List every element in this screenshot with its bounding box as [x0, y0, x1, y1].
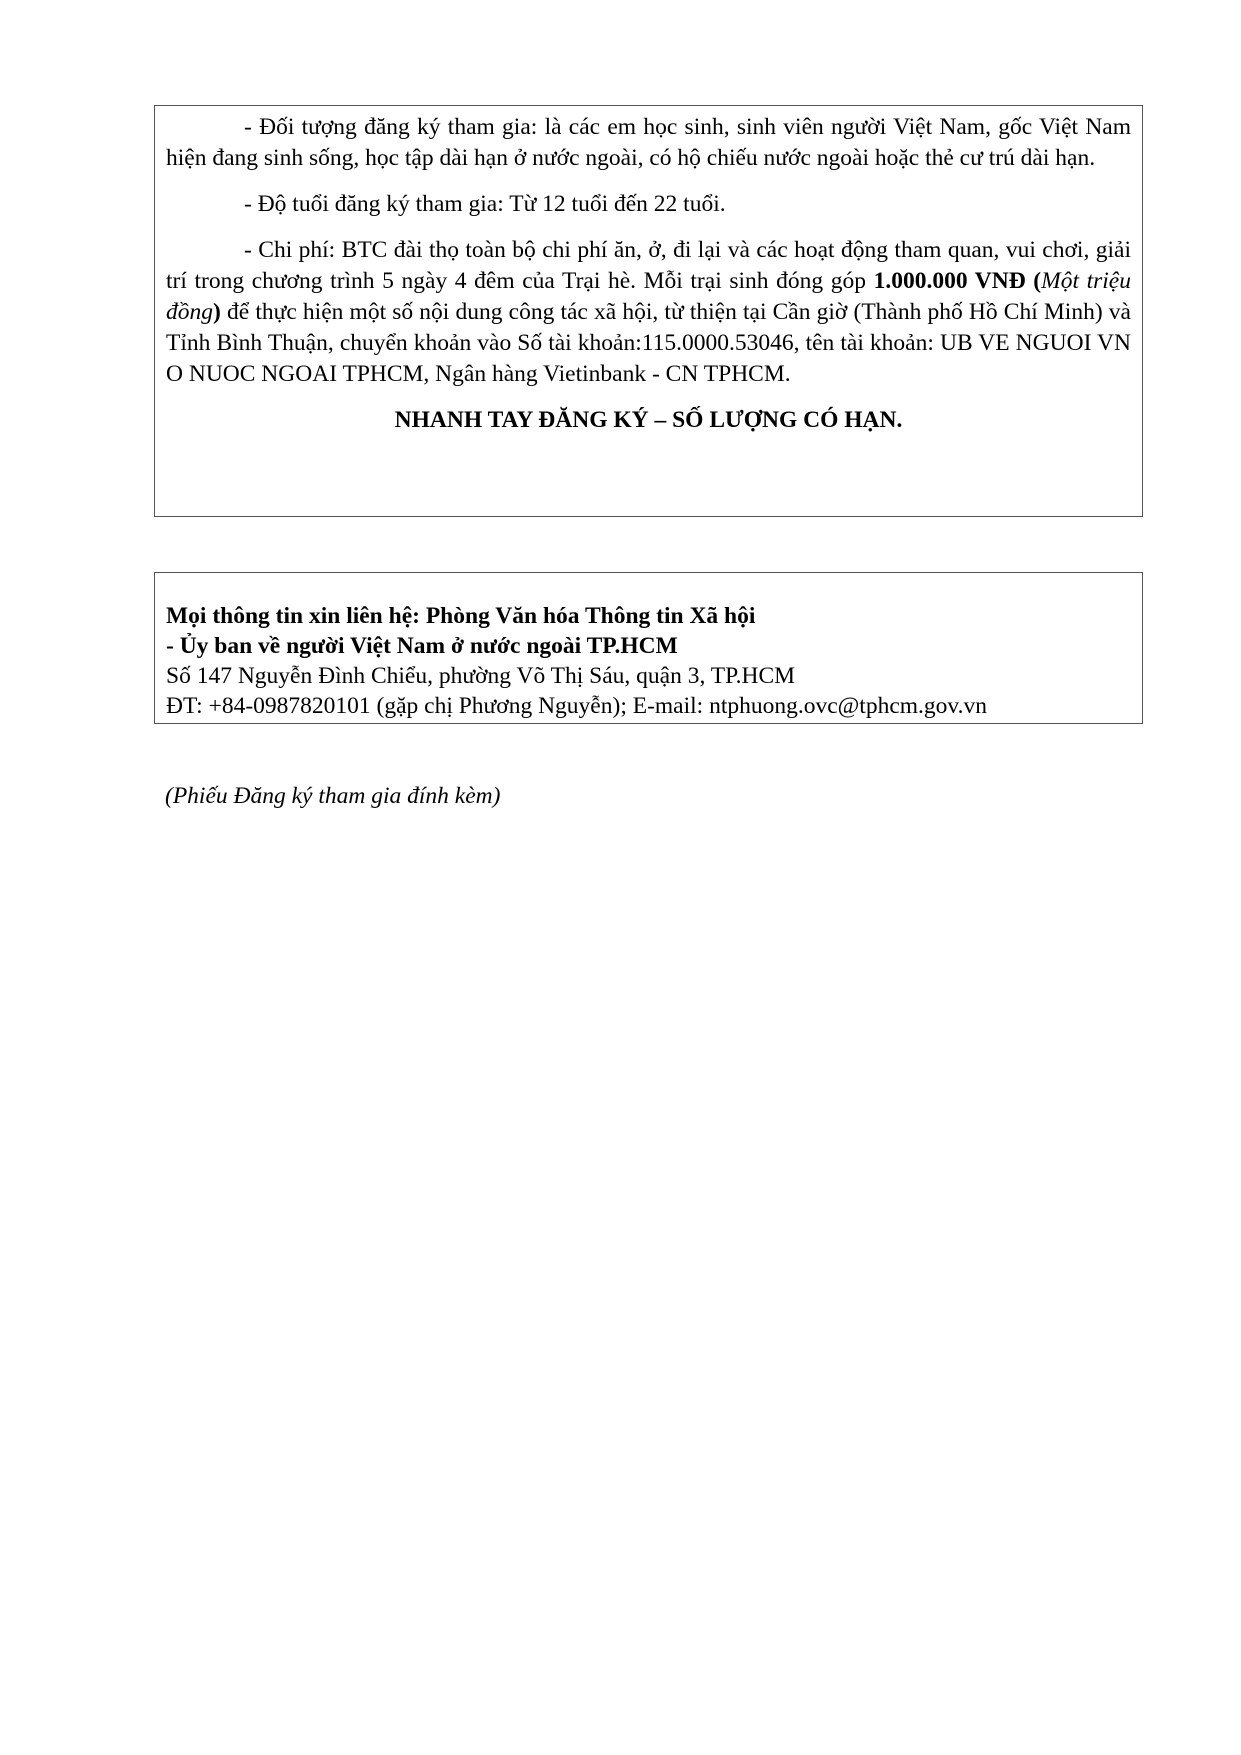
contact-address: Số 147 Nguyễn Đình Chiểu, phường Võ Thị Sáu, quận 3, TP.HCM — [166, 663, 796, 689]
age-paragraph: - Độ tuổi đăng ký tham gia: Từ 12 tuổi đến 22 tuổi. — [244, 191, 726, 217]
cost-rest: để thực hiện một số nội dung công tác xã hội, từ thiện tại Cần giờ (Thành phố Hồ Chí Minh) và Tỉnh Bình Thuận, chuyển khoản vào Số tài khoản:115.0000.53046, tên tài khoản: UB VE NGUOI VN O NUOC NGOAI TPHCM, Ngân hàng Vietinbank - CN TPHCM. — [166, 299, 1131, 387]
attachment-note: (Phiếu Đăng ký tham gia đính kèm) — [165, 783, 501, 809]
contact-organization: - Ủy ban về người Việt Nam ở nước ngoài TP.HCM — [166, 633, 678, 659]
cost-amount-words: Một triệu đồng — [166, 268, 1131, 325]
call-to-action: NHANH TAY ĐĂNG KÝ – SỐ LƯỢNG CÓ HẠN. — [394, 407, 903, 433]
contact-heading: Mọi thông tin xin liên hệ: Phòng Văn hóa Thông tin Xã hội — [166, 603, 756, 629]
cost-amount-close: ) — [213, 299, 221, 325]
cost-amount: 1.000.000 VNĐ ( — [873, 268, 1042, 294]
cost-paragraph — [166, 235, 1131, 390]
contact-box — [154, 572, 1143, 724]
eligibility-paragraph: - Đối tượng đăng ký tham gia: là các em học sinh, sinh viên người Việt Nam, gốc Việt Nam hiện đang sinh sống, học tập dài hạn ở nước ngoài, có hộ chiếu nước ngoài hoặc thẻ cư trú dài hạn. — [166, 114, 1131, 171]
contact-phone-email: ĐT: +84-0987820101 (gặp chị Phương Nguyễn); E-mail: ntphuong.ovc@tphcm.gov.vn — [166, 693, 988, 719]
notice-box — [154, 105, 1143, 517]
cost-intro: - Chi phí: BTC đài thọ toàn bộ chi phí ăn, ở, đi lại và các hoạt động tham quan, vui chơi, giải trí trong chương trình 5 ngày 4 đêm của Trại hè. Mỗi trại sinh đóng góp — [166, 237, 1131, 294]
